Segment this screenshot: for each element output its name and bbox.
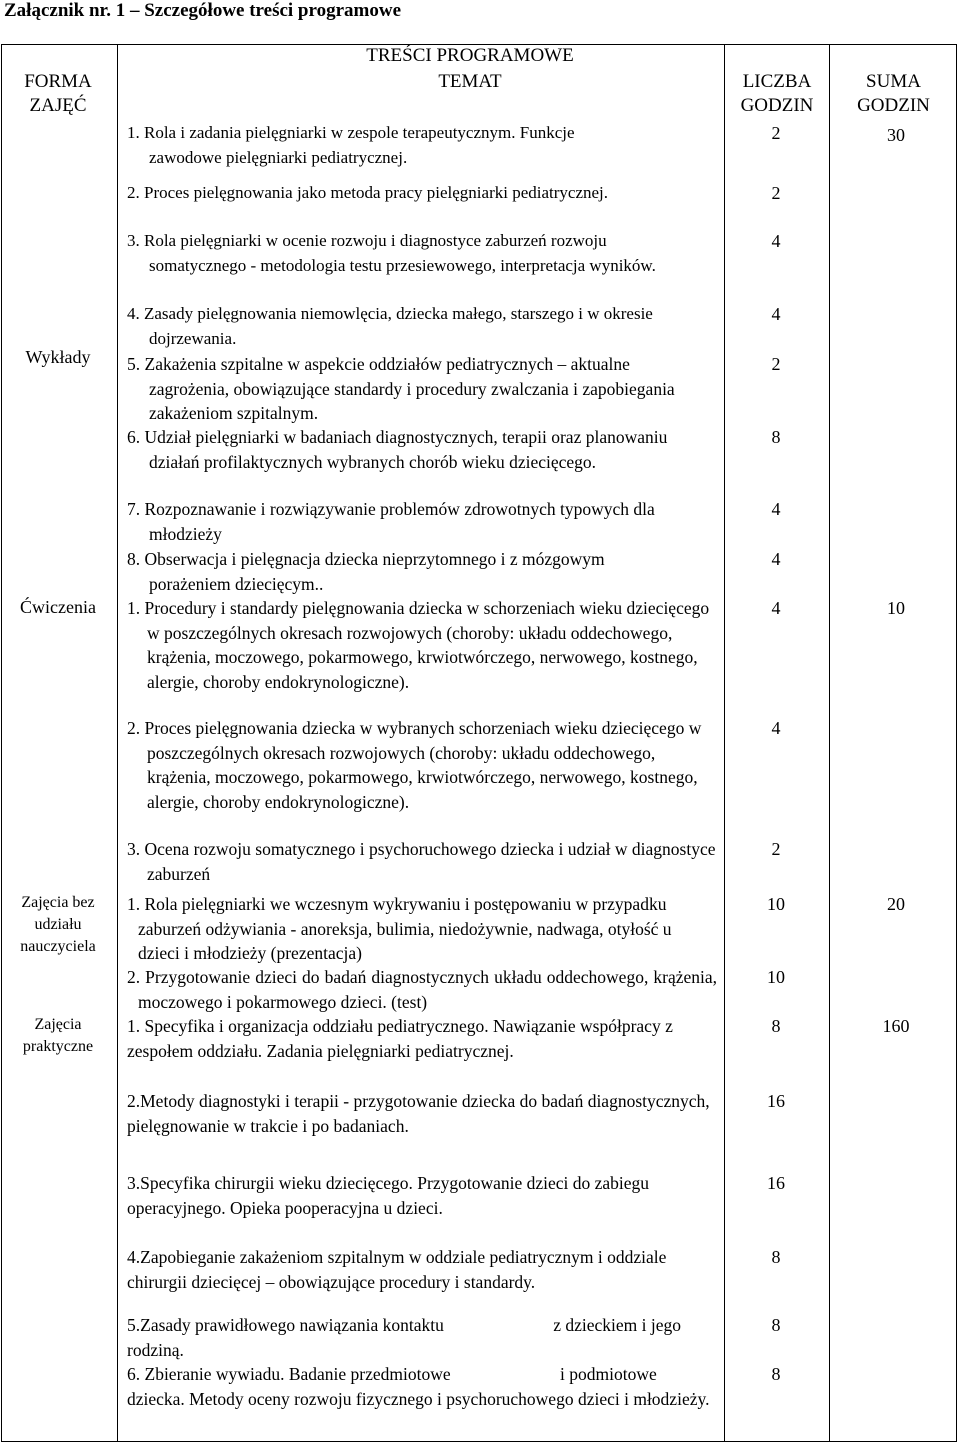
hours-value: 8: [771, 427, 781, 447]
hours-value: 2: [771, 354, 781, 374]
form-bez-udzialu: Zajęcia bez udziału nauczyciela: [20, 894, 96, 955]
column-divider: [117, 44, 118, 1442]
topic-text: 5.Zasady prawidłowego nawiązania kontaktu z dzieckiem i jego rodziną.: [127, 1315, 686, 1360]
topic-text: 2. Przygotowanie dzieci do badań diagnostycznych układu oddechowego, krążenia, moczowego i pokarmowego dzieci. (test): [127, 967, 717, 1012]
hours-value: 4: [771, 718, 781, 738]
topic-text: 6. Zbieranie wywiadu. Badanie przedmiotowe i podmiotowe dziecka. Metody oceny rozwoju fizycznego i psychoruchowego dzieci i młodzieży.: [127, 1364, 710, 1409]
topic-text: 1. Rola pielęgniarki we wczesnym wykrywaniu i postępowaniu w przypadku zaburzeń odżywiania - anoreksja, bulimia, niedożywnie, nadwaga, otyłość u dzieci i młodzieży (prezentacja): [127, 894, 672, 963]
form-wyklady: Wykłady: [25, 347, 91, 367]
hours-value: 8: [771, 1247, 781, 1267]
topic-text: 1. Procedury i standardy pielęgnowania dziecka w schorzeniach wieku dziecięcego w poszczególnych okresach rozwojowych (choroby: układu oddechowego, krążenia, moczowego, pokarmowego, krwiotwórczego, nerwowego, kostnego, alergie, choroby endokrynologiczne).: [127, 598, 710, 692]
sum-wyklady: 30: [887, 125, 905, 145]
topic-text: 3. Rola pielęgniarki w ocenie rozwoju i diagnostyce zaburzeń rozwoju somatycznego - metodologia testu przesiewowego, interpretacja wyników.: [127, 231, 656, 275]
topic-text: 3.Specyfika chirurgii wieku dziecięcego. Przygotowanie dzieci do zabiegu operacyjnego. Opieka pooperacyjna u dzieci.: [127, 1173, 650, 1218]
hours-value: 8: [771, 1016, 781, 1036]
topic-text: 2. Proces pielęgnowania jako metoda pracy pielęgniarki pediatrycznej.: [127, 183, 609, 202]
hours-value: 4: [771, 598, 781, 618]
topic-text: 1. Specyfika i organizacja oddziału pediatrycznego. Nawiązanie współpracy z zespołem oddziału. Zadania pielęgniarki pediatrycznej.: [127, 1016, 673, 1061]
hours-value: 2: [771, 123, 781, 143]
sum-cwiczenia: 10: [887, 598, 905, 618]
hours-value: 10: [767, 894, 785, 914]
topic-text: 8. Obserwacja i pielęgnacja dziecka nieprzytomnego i z mózgowym porażeniem dziecięcym..: [127, 549, 605, 594]
section-header: TREŚCI PROGRAMOWE: [366, 45, 574, 66]
hours-value: 4: [771, 304, 781, 324]
column-divider: [829, 44, 830, 1442]
topic-text: 4. Zasady pielęgnowania niemowlęcia, dziecka małego, starszego i w okresie dojrzewania.: [127, 304, 653, 348]
forma-header: FORMA ZAJĘĆ: [24, 71, 92, 116]
sum-praktyczne: 160: [882, 1016, 910, 1036]
suma-header: SUMA GODZIN: [857, 71, 930, 116]
liczba-header: LICZBA GODZIN: [740, 71, 814, 116]
topic-text: 1. Rola i zadania pielęgniarki w zespole terapeutycznym. Funkcje zawodowe pielęgniarki pediatrycznej.: [127, 123, 575, 167]
topic-text: 4.Zapobieganie zakażeniom szpitalnym w oddziale pediatrycznym i oddziale chirurgii dziecięcej – obowiązujące procedury i standardy.: [127, 1247, 667, 1292]
hours-value: 8: [771, 1364, 781, 1384]
topic-text: 2.Metody diagnostyki i terapii - przygotowanie dziecka do badań diagnostycznych, pielęgnowanie w trakcie i po badaniach.: [127, 1091, 710, 1136]
sum-bez-udzialu: 20: [887, 894, 905, 914]
form-praktyczne: Zajęcia praktyczne: [22, 1016, 94, 1055]
hours-value: 4: [771, 499, 781, 519]
hours-value: 16: [767, 1173, 785, 1193]
topic-text: 2. Proces pielęgnowania dziecka w wybranych schorzeniach wieku dziecięcego w poszczególnych okresach rozwojowych (choroby: układu oddechowego, krążenia, moczowego, pokarmowego, krwiotwórczego, nerwowego, kostnego, alergie, choroby endokrynologiczne).: [127, 718, 702, 812]
hours-value: 4: [771, 231, 781, 251]
topic-text: 6. Udział pielęgniarki w badaniach diagnostycznych, terapii oraz planowaniu działań profilaktycznych wybranych chorób wieku dziecięcego.: [127, 427, 668, 472]
column-divider: [724, 44, 725, 1442]
topic-text: 5. Zakażenia szpitalne w aspekcie oddziałów pediatrycznych – aktualne zagrożenia, obowiązujące standardy i procedury zwalczania i zapobiegania zakażeniom szpitalnym.: [127, 354, 675, 423]
hours-value: 8: [771, 1315, 781, 1335]
page-title: Załącznik nr. 1 – Szczegółowe treści programowe: [4, 0, 401, 21]
temat-header: TEMAT: [438, 71, 502, 92]
hours-value: 4: [771, 549, 781, 569]
hours-value: 10: [767, 967, 785, 987]
hours-value: 2: [771, 839, 781, 859]
hours-value: 2: [771, 183, 781, 203]
form-cwiczenia: Ćwiczenia: [20, 597, 96, 617]
topic-text: 7. Rozpoznawanie i rozwiązywanie problemów zdrowotnych typowych dla młodzieży: [127, 499, 655, 544]
hours-value: 16: [767, 1091, 785, 1111]
topic-text: 3. Ocena rozwoju somatycznego i psychoruchowego dziecka i udział w diagnostyce zaburzeń: [127, 839, 716, 884]
